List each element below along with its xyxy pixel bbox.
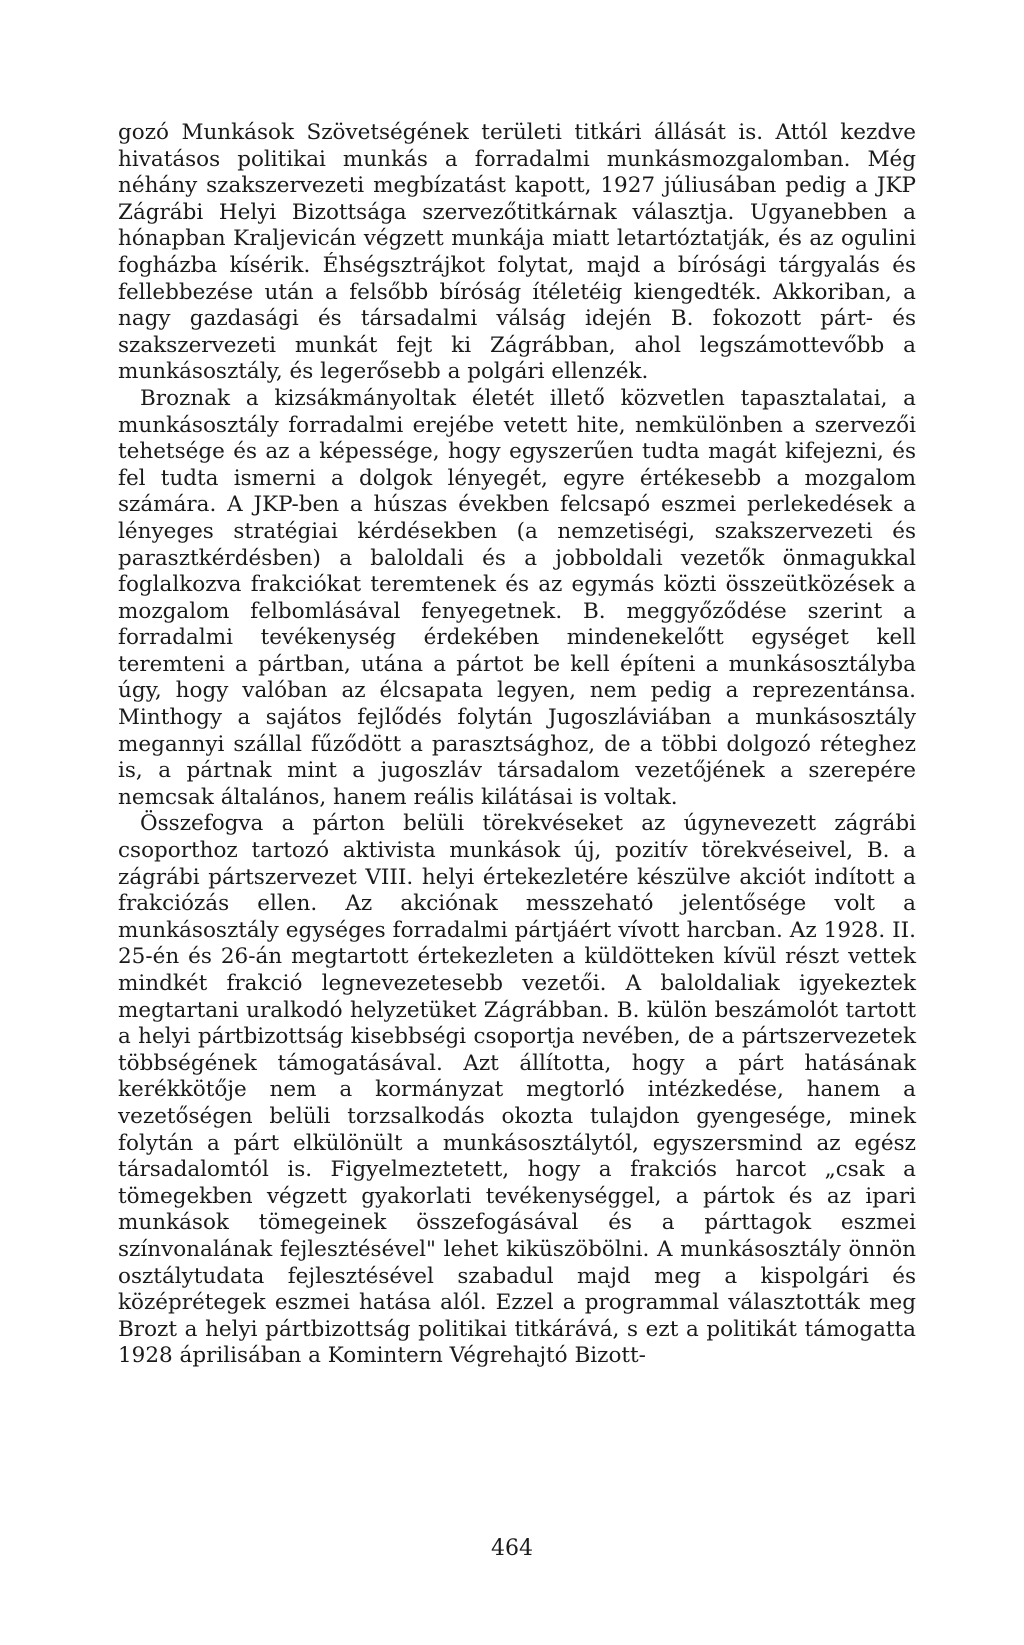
page-number: 464	[491, 1536, 533, 1561]
document-body	[118, 120, 916, 1370]
paragraph-3: Összefogva a párton belüli törekvéseket az úgynevezett zágrábi csoporthoz tartozó aktivista munkások új, pozitív törekvéseivel, B. a zágrábi pártszervezet VIII. helyi értekezletére készülve akciót indított a frakciózás ellen. Az akciónak messzeható jelentősége volt a munkásosztály egységes forradalmi pártjáért vívott harcban. Az 1928. II. 25-én és 26-án megtartott értekezleten a küldötteken kívül részt vettek mindkét frakció legnevezetesebb vezetői. A baloldaliak igyekeztek megtartani uralkodó helyzetüket Zágrábban. B. külön beszámolót tartott a helyi pártbizottság kisebbségi csoportja nevében, de a pártszervezetek többségének támogatásával. Azt állította, hogy a párt hatásának kerékkötője nem a kormányzat megtorló intézkedése, hanem a vezetőségen belüli torzsalkodás okozta tulajdon gyengesége, minek folytán a párt elkülönült a munkásosztálytól, egyszersmind az egész társadalomtól is. Figyelmeztetett, hogy a frakciós harcot „csak a tömegekben végzett gyakorlati tevékenységgel, a pártok és az ipari munkások tömegeinek összefogásával és a párttagok eszmei színvonalának fejlesztésével" lehet kiküszöbölni. A munkásosztály önnön osztálytudata fejlesztésével szabadul majd meg a kispolgári és középrétegek eszmei hatása alól. Ezzel a programmal választották meg Brozt a helyi pártbizottság politikai titkárává, s ezt a politikát támogatta 1928 áprilisában a Komintern Végrehajtó Bizott-	[118, 811, 916, 1369]
paragraph-1: gozó Munkások Szövetségének területi titkári állását is. Attól kezdve hivatásos politikai munkás a forradalmi munkásmozgalomban. Még néhány szakszervezeti megbízatást kapott, 1927 júliusában pedig a JKP Zágrábi Helyi Bizottsága szervezőtitkárnak választja. Ugyanebben a hónapban Kraljevicán végzett munkája miatt letartóztatják, és az ogulini fogházba kísérik. Éhségsztrájkot folytat, majd a bírósági tárgyalás és fellebbezése után a felsőbb bíróság ítéletéig kiengedték. Akkoriban, a nagy gazdasági és társadalmi válság idején B. fokozott párt- és szakszervezeti munkát fejt ki Zágrábban, ahol legszámottevőbb a munkásosztály, és legerősebb a polgári ellenzék.	[118, 120, 916, 385]
paragraph-2: Broznak a kizsákmányoltak életét illető közvetlen tapasztalatai, a munkásosztály forradalmi erejébe vetett hite, nemkülönben a szervezői tehetsége és az a képessége, hogy egyszerűen tudta magát kifejezni, és fel tudta ismerni a dolgok lényegét, egyre értékesebb a mozgalom számára. A JKP-ben a húszas években felcsapó eszmei perlekedések a lényeges stratégiai kérdésekben (a nemzetiségi, szakszervezeti és parasztkérdésben) a baloldali és a jobboldali vezetők önmagukkal foglalkozva frakciókat teremtenek és az egymás közti összeütközések a mozgalom felbomlásával fenyegetnek. B. meggyőződése szerint a forradalmi tevékenység érdekében mindenekelőtt egységet kell teremteni a pártban, utána a pártot be kell építeni a munkásosztályba úgy, hogy valóban az élcsapata legyen, nem pedig a reprezentánsa. Minthogy a sajátos fejlődés folytán Jugoszláviában a munkásosztály megannyi szállal fűződött a parasztsághoz, de a többi dolgozó réteghez is, a pártnak mint a jugoszláv társadalom vezetőjének a szerepére nemcsak általános, hanem reális kilátásai is voltak.	[118, 385, 916, 810]
